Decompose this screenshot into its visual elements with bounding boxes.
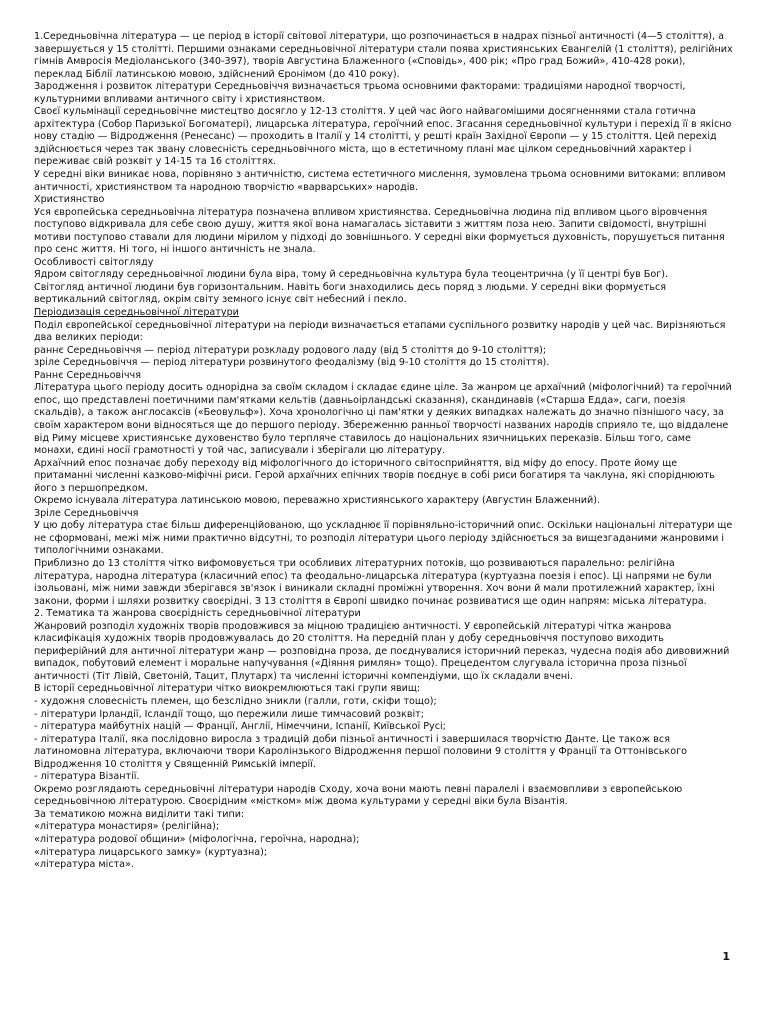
document-body — [34, 31, 734, 872]
paragraph: Світогляд античної людини був горизонтальним. Навіть боги знаходились десь поряд з людьми. У середні віки формується вертикальний світогляд, окрім світу земного існує світ небесний і пекло. — [34, 281, 667, 306]
paragraph: Особливості світогляду — [34, 256, 154, 268]
paragraph: Раннє Середньовіччя — [34, 369, 141, 381]
paragraph: Жанровий розподіл художніх творів продовжився за міцною традицією античності. У європейській літературі чітка жанрова класифікація художніх творів продовжувалась до 20 століття. На передній план у добу середньовіччя поступово виходить периферійний для античної літератури жанр — розповідна проза, де поєднувалися історичний переказ, чудесна подія або дивовижний випадок, побутовий елемент і моральне напучування («Діяння римлян» тощо). Прецедентом слугувала історична проза пізньої античності (Тіт Лівій, Светоній, Тацит, Плутарх) та численні історичні компендіуми, що їх складали вчені. — [34, 620, 730, 682]
paragraph: Християнство — [34, 194, 105, 206]
paragraph: 2. Тематика та жанрова своєрідність середньовічної літератури — [34, 608, 361, 620]
page-number: 1 — [722, 950, 730, 963]
paragraph: У цю добу література стає більш диференційованою, що ускладнює її порівняльно-історичний опис. Оскільки національні літератури ще не сформовані, межі між ними практично відсутні, то розподіл літератури цього періоду здійснюється за вищезгаданими жанровими і типологічними ознаками. — [34, 520, 733, 557]
paragraph: За тематикою можна виділити такі типи: «література монастиря» (релігійна); «література родової общини» (міфологічна, героїчна, народна); «література лицарського замку» (куртуазна); «література міста». — [34, 808, 360, 871]
paragraph: Приблизно до 13 століття чітко вифомовується три особливих літературних потоків, що розвиваються паралельно: релігійна література, народна література (класичний епос) та феодально-лицарська література (куртуазна поезія і епос). Ці напрями не були ізольовані, між ними завжди зберігався зв'язок і виникали складні проміжні утворення. Хоч вони й мали протилежний характер, їхні закони, форми і шляхи розвитку своєрідні. З 13 століття в Європі швидко починає розвиватися ще один напрям: міська література. — [34, 557, 715, 607]
paragraph: Ядром світогляду середньовічної людини була віра, тому й середньовічна культура була теоцентрична (у її центрі був Бог). — [34, 269, 669, 281]
section-heading: Періодизація середньовічної літератури — [34, 307, 239, 319]
paragraph: Архаїчний епос позначає добу переходу від міфологічного до історичного світосприйняття, від міфу до епосу. Проте йому ще притаманні численні казково-міфічні риси. Герой архаїчних епічних творів поєднує в собі риси богатиря та чаклуна, які споріднюють його з першопредком. — [34, 457, 715, 494]
paragraph: Зародження і розвиток літератури Середньовіччя визначається трьома основними факторами: традиціями народної творчості, культурними впливами античного світу і християнством. — [34, 81, 686, 105]
paragraph: Зріле Середньовіччя — [34, 507, 139, 519]
paragraph: У середні віки виникає нова, порівняно з античністю, система естетичного мислення, зумовлена трьома основними витоками: впливом античності, християнством та народною творчістю «варварських» народів. — [34, 169, 726, 193]
paragraph: 1.Середньовічна література — це період в історії світової літератури, що розпочинається в надрах пізньої античності (4—5 століття), а завершується у 15 столітті. Першими ознаками середньовічної літератури стали поява християнських Євангелій (1 століття), релігійних гімнів Амвросія Медіоланського (340-397), творів Августина Блаженного («Сповідь», 400 рік; «Про град Божий», 410-428 роки), переклад Біблії латинською мовою, здійснений Єронімом (до 410 року). — [34, 31, 733, 80]
paragraph: Окремо існувала література латинською мовою, переважно християнського характеру (Августин Блаженний). — [34, 495, 601, 507]
paragraph: Література цього періоду досить однорідна за своїм складом і складає єдине ціле. За жанром це архаїчний (міфологічний) та героїчний епос, що представлені поетичними пам'ятками кельтів (давньоірландські сказання), скандинавів («Старша Едда», саги, поезія скальдів), а також англосаксів («Беовульф»). Хоча хронологічно ці пам'ятки у деяких випадках належать до значно пізнішого часу, за своїм характером вони відносяться ще до першого періоду. Збереженню ранньої творчості названих народів сприяло те, що віддалене від Риму місцеве християнське духовенство було терпляче ставилось до національних язичницьких переказів. Більш того, саме монахи, єдині носії грамотності у той час, записували і зберігали цю літературу. — [34, 382, 732, 457]
paragraph: Уся європейська середньовічна література позначена впливом християнства. Середньовічна людина під впливом цього віровчення поступово відкривала для себе свою душу, життя якої вона намагалась зіставити з життям поза нею. Запити свідомості, внутрішні мотиви поступово ставали для людини мірилом у підході до зовнішнього. У середні віки формується духовність, порушується питання про сенс життя. Ні того, ні іншого античність не знала. — [34, 206, 725, 256]
paragraph: Окремо розглядають середньовічні літератури народів Сходу, хоча вони мають певні паралелі і взаємовпливи з європейською середньовічною літературою. Своєрідним «містком» між двома культурами у середні віки була Візантія. — [34, 783, 683, 808]
paragraph: Своєї кульмінації середньовічне мистецтво досягло у 12-13 століття. У цей час його найвагомішими досягненнями стала готична архітектура (Собор Паризької Богоматері), лицарська література, героїчний епос. Згасання середньовічної культури і перехід її в якісно нову стадію — Відродження (Ренесанс) — проходить в Італії у 14 столітті, у решті країн Західної Європи — у 15 століття. Цей перехід здійснюється через так звану словесність середньовічного міста, що в естетичному плані має цілком середньовічний характер і переживає свій розквіт у 14-15 та 16 століттях. — [34, 106, 732, 168]
paragraph: Поділ європейської середньовічної літератури на періоди визначається етапами суспільного розвитку народів у цей час. Вирізняються два великих періоди: раннє Середньовіччя — період літератури розкладу родового ладу (від 5 століття до 9-10 століття); зріле Середньовіччя — період літератури розвинутого феодалізму (від 9-10 століття до 15 століття). — [34, 319, 726, 369]
paragraph: В історії середньовічної літератури чітко виокремлюються такі групи явищ: - художня словесність племен, що безслідно зникли (галли, готи, скіфи тощо); - літератури Ірландії, Ісландії тощо, що пережили лише тимчасовий розквіт; - література майбутніх націй — Франції, Англії, Німеччини, Іспанії, Київської Русі; - література Італії, яка послідовно виросла з традицій доби пізньої античності і завершилася творчістю Данте. Це також вся латиномовна література, включаючи твори Каролінзького Відродження першої половини 9 століття у Франції та Оттонівського Відродження 10 століття у Священній Римській імперії. - література Візантії. — [34, 683, 687, 783]
